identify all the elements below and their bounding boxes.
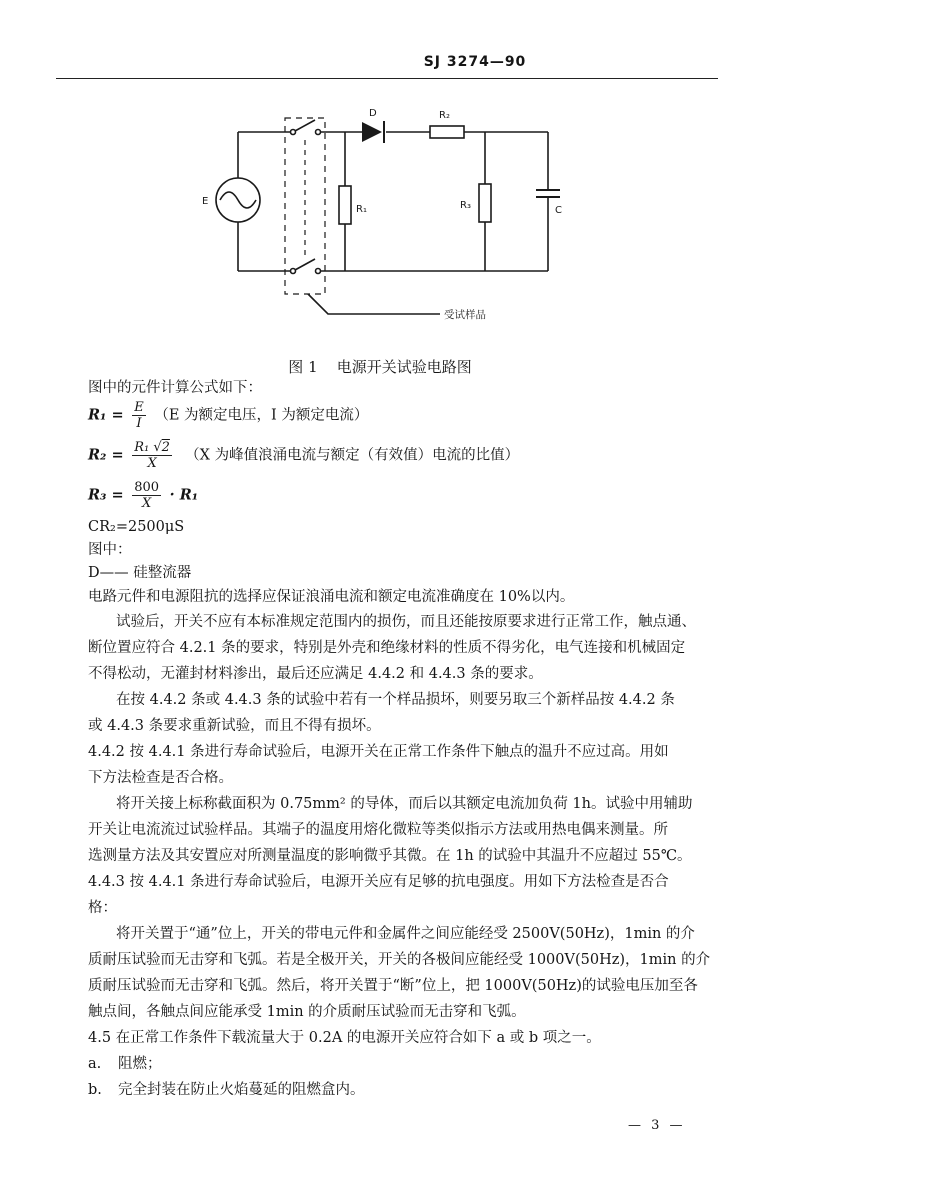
r1-denominator: I	[136, 416, 142, 431]
legend-d: D—— 硅整流器	[88, 565, 192, 581]
r1-note: （E 为额定电压，I 为额定电流）	[154, 407, 369, 424]
label-r2: R₂	[439, 110, 450, 121]
r3-numerator: 800	[134, 480, 160, 495]
r3-tail: · R₁	[169, 486, 199, 504]
r3-denominator: X	[142, 496, 152, 511]
formula-intro: 图中的元件计算公式如下：	[88, 380, 262, 396]
paragraph-1: 电路元件和电源阻抗的选择应保证浪涌电流和额定电流准确度在 10%以内。	[88, 589, 575, 605]
formula-r3	[88, 480, 198, 511]
paragraph-3-line-1: 在按 4.4.2 条或 4.4.3 条的试验中若有一个样品损坏，则要另取三个新样品按 4.4.2 条	[116, 692, 675, 708]
paragraph-2-line-3: 不得松动，无灌封材料渗出，最后还应满足 4.4.2 和 4.4.3 条的要求。	[88, 666, 543, 682]
paragraph-5-line-3: 质耐压试验而无击穿和飞弧。然后，将开关置于“断”位上，把 1000V(50Hz)的试验电压加至各	[88, 978, 698, 994]
r1-lhs: R₁ =	[88, 406, 124, 424]
header-rule	[56, 78, 718, 79]
section-45: 4.5 在正常工作条件下载流量大于 0.2A 的电源开关应符合如下 a 或 b 项之一。	[88, 1030, 601, 1046]
item-b-mark: b.	[88, 1082, 102, 1098]
caption-text: 电源开关试验电路图	[336, 358, 472, 376]
figure-caption	[0, 356, 760, 377]
resistor-r3	[479, 184, 491, 222]
resistor-r2	[430, 126, 464, 138]
legend-title: 图中：	[88, 542, 132, 558]
section-443-line-2: 格：	[88, 900, 117, 916]
circuit-diagram	[150, 100, 600, 325]
label-sample: 受试样品	[444, 309, 486, 321]
paragraph-2-line-2: 断位置应符合 4.2.1 条的要求，特别是外壳和绝缘材料的性质不得劣化，电气连接和机械固定	[88, 640, 686, 656]
r2-lhs: R₂ =	[88, 446, 124, 464]
item-b: 完全封装在防止火焰蔓延的阻燃盒内。	[118, 1082, 365, 1098]
sine-wave	[220, 192, 256, 208]
formula-cr: CR₂=2500μS	[88, 519, 185, 535]
paragraph-5-line-1: 将开关置于“通”位上，开关的带电元件和金属件之间应能经受 2500V(50Hz)，1min 的介	[116, 926, 695, 942]
paragraph-5-line-2: 质耐压试验而无击穿和飞弧。若是全极开关，开关的各极间应能经受 1000V(50Hz)，1min 的介	[88, 952, 711, 968]
r3-lhs: R₃ =	[88, 486, 124, 504]
label-r1: R₁	[356, 204, 367, 215]
item-a-mark: a.	[88, 1056, 102, 1072]
paragraph-4-line-2: 开关让电流流过试验样品。其端子的温度用熔化微粒等类似指示方法或用热电偶来测量。所	[88, 822, 668, 838]
standard-code-header: SJ 3274—90	[423, 54, 527, 70]
r2-denominator: X	[147, 456, 157, 471]
section-442-line-1: 4.4.2 按 4.4.1 条进行寿命试验后，电源开关在正常工作条件下触点的温升不应过高。用如	[88, 744, 669, 760]
r2-num-b: 2	[161, 440, 170, 455]
caption-number: 图 1	[288, 358, 318, 376]
paragraph-4-line-1: 将开关接上标称截面积为 0.75mm² 的导体，而后以其额定电流加负荷 1h。试验中用辅助	[116, 796, 693, 812]
label-e: E	[202, 196, 209, 207]
label-c: C	[555, 205, 562, 216]
section-443-line-1: 4.4.3 按 4.4.1 条进行寿命试验后，电源开关应有足够的抗电强度。用如下方法检查是否合	[88, 874, 669, 890]
paragraph-3-line-2: 或 4.4.3 条要求重新试验，而且不得有损坏。	[88, 718, 381, 734]
item-a: 阻燃；	[118, 1056, 162, 1072]
r1-numerator: E	[134, 400, 144, 415]
resistor-r1	[339, 186, 351, 224]
diode-symbol	[362, 122, 382, 142]
paragraph-2-line-1: 试验后，开关不应有本标准规定范围内的损伤，而且还能按原要求进行正常工作，触点通、	[116, 614, 696, 630]
r2-num-a: R₁	[134, 440, 150, 455]
paragraph-4-line-3: 选测量方法及其安置应对所测量温度的影响微乎其微。在 1h 的试验中其温升不应超过 55℃。	[88, 848, 692, 864]
page-number: — 3 —	[628, 1118, 686, 1133]
formula-r2: R₂ = $\frac{\text{R₁ √2}}{X}$ （X 为峰值浪涌电流与额定（有效值）电流的比值）	[88, 440, 520, 471]
label-r3: R₃	[460, 200, 471, 211]
r2-note: （X 为峰值浪涌电流与额定（有效值）电流的比值）	[185, 447, 520, 464]
label-d: D	[369, 108, 377, 119]
paragraph-5-line-4: 触点间，各触点间应能承受 1min 的介质耐压试验而无击穿和飞弧。	[88, 1004, 526, 1020]
formula-r1	[88, 400, 368, 431]
section-442-line-2: 下方法检查是否合格。	[88, 770, 233, 786]
